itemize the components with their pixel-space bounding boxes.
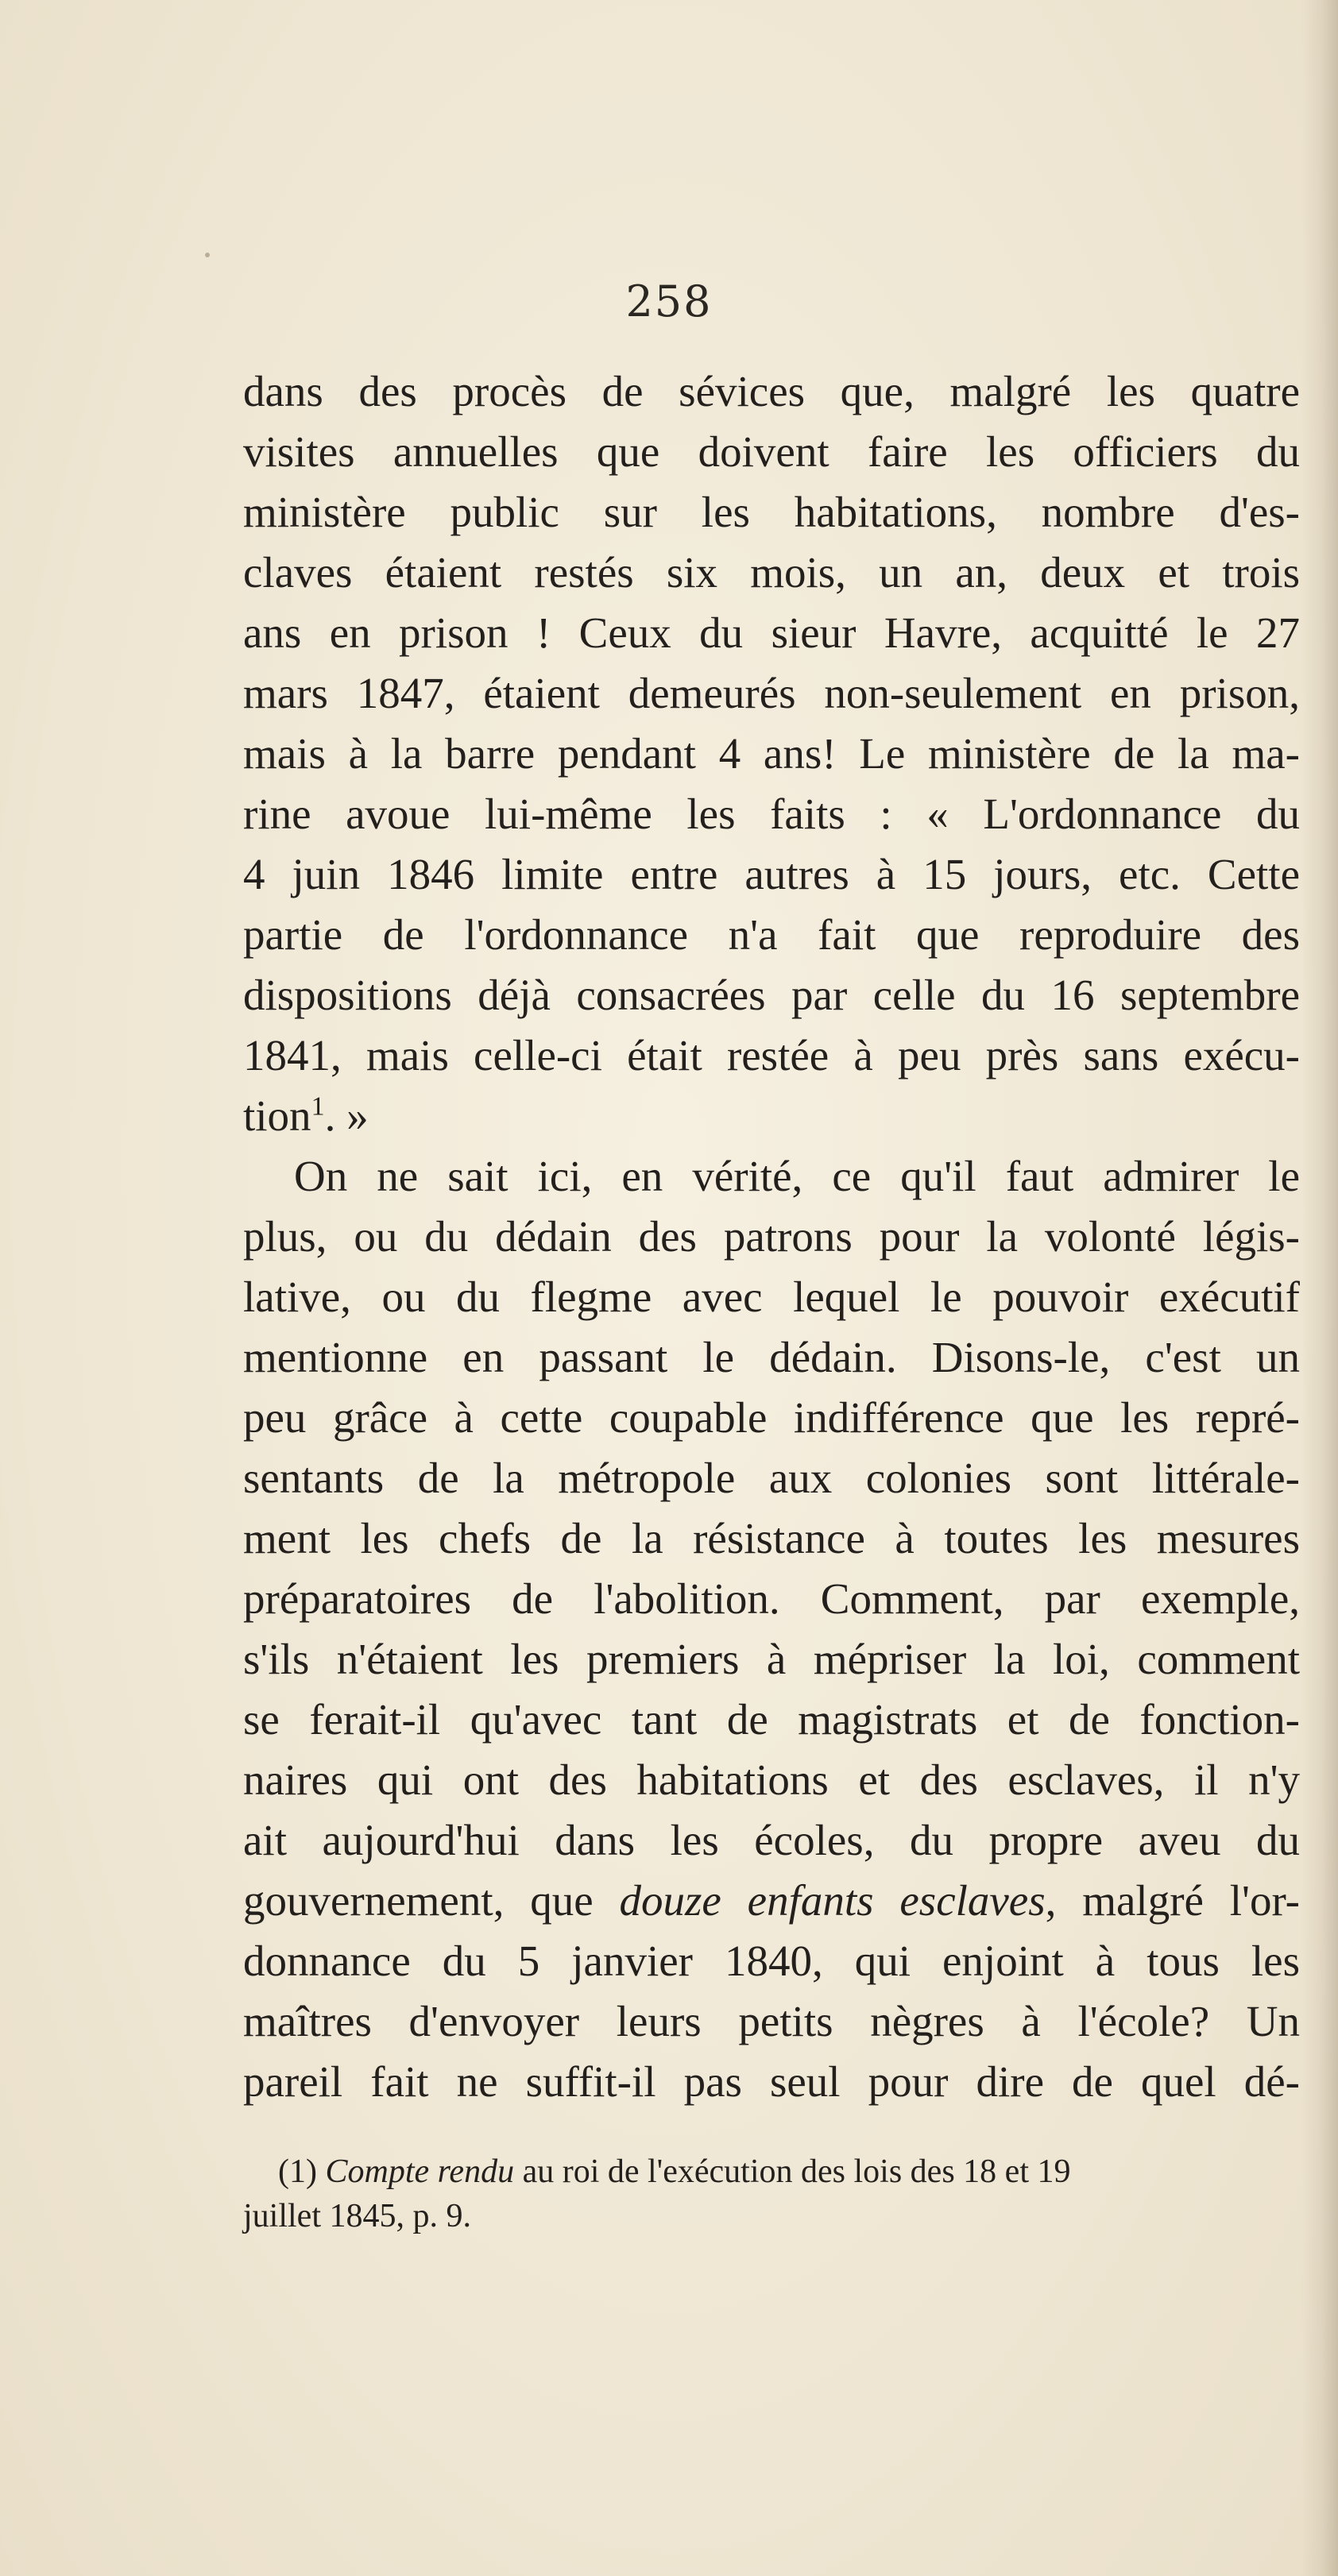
footnote-title: Compte rendu (325, 2153, 515, 2190)
text-line: partie de l'ordonnance n'a fait que reproduire des (243, 910, 1300, 959)
text-line: ministère public sur les habitations, nombre d'es- (243, 488, 1300, 536)
text-span: gouvernement, que (243, 1876, 620, 1925)
text-line: maîtres d'envoyer leurs petits nègres à l'école? Un (243, 1997, 1300, 2045)
text-line: naires qui ont des habitations et des esclaves, il n'y (243, 1755, 1300, 1804)
text-line: lative, ou du flegme avec lequel le pouvoir exécutif (243, 1273, 1300, 1321)
text-line: mentionne en passant le dédain. Disons-le, c'est un (243, 1333, 1300, 1381)
text-line: 1841, mais celle-ci était restée à peu près sans exécu- (243, 1031, 1300, 1079)
text-line: peu grâce à cette coupable indifférence que les repré- (243, 1393, 1300, 1442)
text-line: ait aujourd'hui dans les écoles, du propre aveu du (243, 1816, 1300, 1864)
footnote-line: juillet 1845, p. 9. (243, 2198, 471, 2234)
footnote-reference: 1 (311, 1091, 325, 1122)
paragraph-first-line: On ne sait ici, en vérité, ce qu'il faut admirer le (294, 1152, 1300, 1200)
footnote (243, 2149, 1300, 2238)
footnote-line (243, 2149, 1300, 2194)
text-line: mars 1847, étaient demeurés non-seulement en prison, (243, 669, 1300, 717)
text-span: tion (243, 1091, 311, 1140)
text-span: , malgré l'or- (1045, 1876, 1300, 1925)
text-line: dans des procès de sévices que, malgré les quatre (243, 367, 1300, 415)
text-line: se ferait-il qu'avec tant de magistrats et de fonction- (243, 1695, 1300, 1744)
text-line: plus, ou du dédain des patrons pour la volonté légis- (243, 1212, 1300, 1261)
text-line: dispositions déjà consacrées par celle du 16 septembre (243, 971, 1300, 1019)
text-line: rine avoue lui-même les faits : « L'ordonnance du (243, 790, 1300, 838)
body-text (243, 361, 1300, 2112)
text-line: ment les chefs de la résistance à toutes les mesures (243, 1514, 1300, 1562)
text-line: mais à la barre pendant 4 ans! Le ministère de la ma- (243, 729, 1300, 778)
paragraph-end-line (243, 1086, 1300, 1146)
text-line: pareil fait ne suffit-il pas seul pour dire de quel dé- (243, 2057, 1300, 2106)
text-line: ans en prison ! Ceux du sieur Havre, acquitté le 27 (243, 608, 1300, 657)
italic-phrase: douze enfants esclaves (619, 1876, 1046, 1925)
text-line: donnance du 5 janvier 1840, qui enjoint à tous les (243, 1937, 1300, 1985)
text-line: s'ils n'étaient les premiers à mépriser la loi, comment (243, 1635, 1300, 1683)
text-line: visites annuelles que doivent faire les officiers du (243, 427, 1300, 476)
text-line: préparatoires de l'abolition. Comment, par exemple, (243, 1574, 1300, 1623)
text-span: . » (324, 1091, 369, 1140)
text-line: 4 juin 1846 limite entre autres à 15 jours, etc. Cette (243, 850, 1300, 898)
text-line: sentants de la métropole aux colonies sont littérale- (243, 1454, 1300, 1502)
paper-speck (205, 253, 210, 257)
footnote-marker: (1) (278, 2153, 317, 2190)
footnote-text: au roi de l'exécution des lois des 18 et 19 (514, 2153, 1071, 2190)
page-number: 258 (625, 276, 713, 326)
text-line: claves étaient restés six mois, un an, deux et trois (243, 548, 1300, 597)
text-line-with-italic (243, 1871, 1300, 1931)
binding-shadow (1301, 0, 1338, 2576)
